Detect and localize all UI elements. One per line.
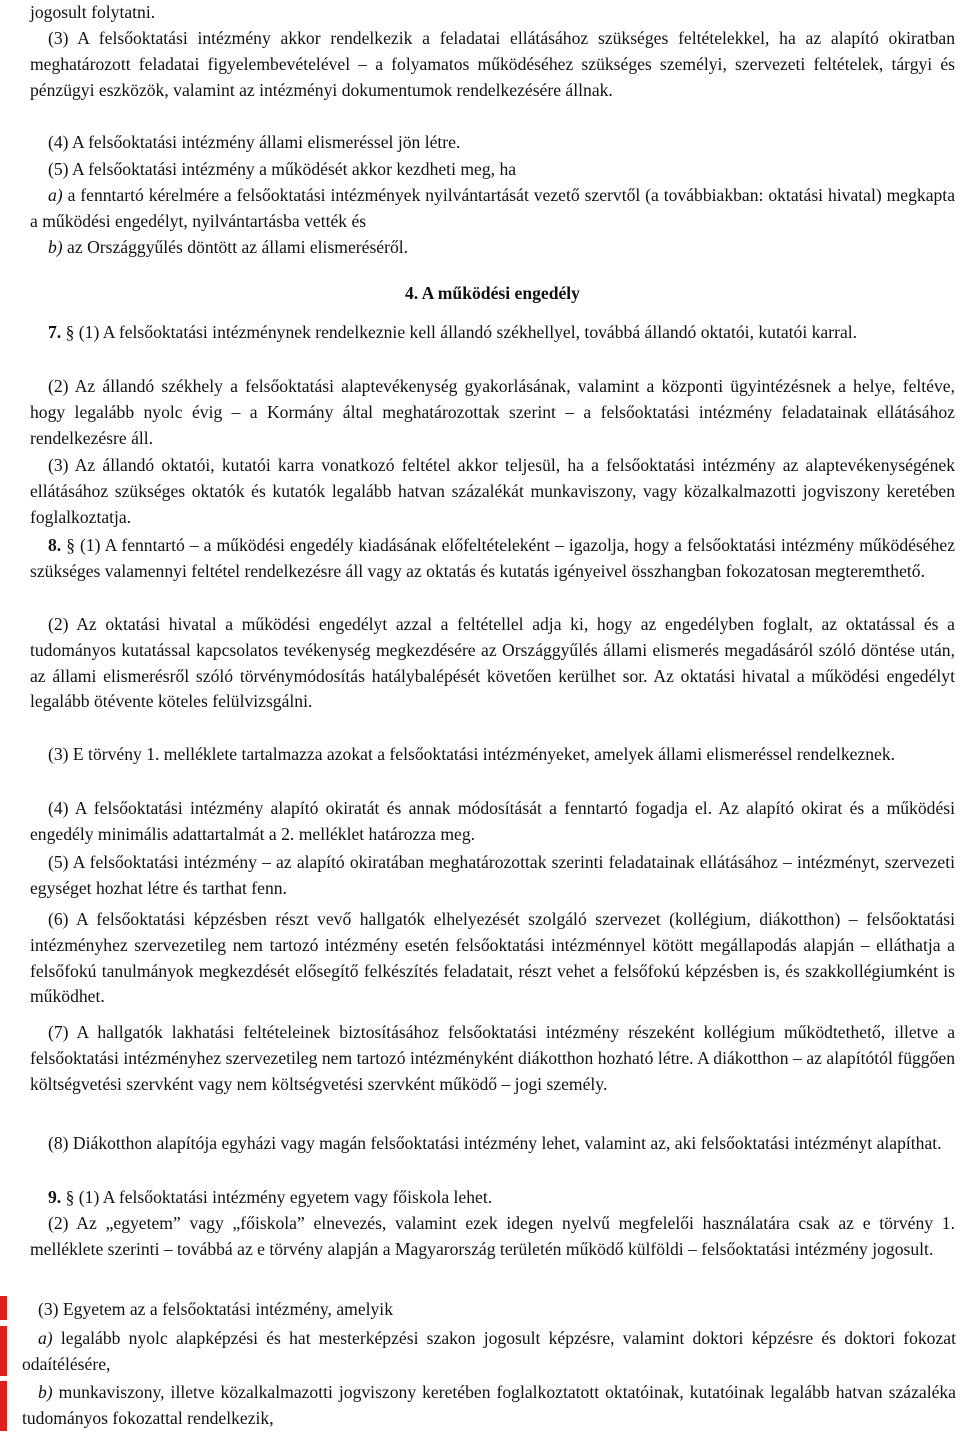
paragraph-continuation: jogosult folytatni. <box>30 2 156 22</box>
paragraph-6-3: (3) A felsőoktatási intézmény akkor rendelkezik a feladatai ellátásához szükséges feltételekkel, ha az alapító okiratban meghatározott feladatai figyelembevételével – a folyamatos működéséhez szükséges személyi, szervezeti feltételek, tárgyi és pénzügyi eszközök, valamint az intézményi dokumentumok rendelkezésére állnak. <box>30 28 955 100</box>
paragraph-8-8: (8) Diákotthon alapítója egyházi vagy magán felsőoktatási intézmény lehet, valamint az, aki felsőoktatási intézményt alapíthat. <box>48 1133 942 1153</box>
section-number-9: 9. <box>48 1187 66 1207</box>
paragraph-7-1: 7. § (1) A felsőoktatási intézménynek rendelkeznie kell állandó székhellyel, továbbá állandó oktatói, kutatói karral. <box>48 322 858 342</box>
paragraph-8-3: (3) E törvény 1. melléklete tartalmazza azokat a felsőoktatási intézményeket, amelyek állami elismeréssel rendelkeznek. <box>48 744 896 764</box>
paragraph-7-2: (2) Az állandó székhely a felsőoktatási alaptevékenység gyakorlásának, valamint a központi ügyintézésnek a helye, feltéve, hogy legalább nyolc évig – a Kormány által meghatározottak szerint – a felsőoktatási intézmény feladatainak ellátásához rendelkezésre áll. <box>30 376 955 448</box>
point-letter-b: b) <box>38 1382 53 1402</box>
paragraph-9-3-b: b) munkaviszony, illetve közalkalmazotti jogviszony keretében foglalkoztatott oktatóinak, kutatóinak legalább hatvan százaléka tudományos fokozattal rendelkezik, <box>22 1382 956 1428</box>
revision-mark <box>0 1326 7 1376</box>
section-number-7: 7. <box>48 322 66 342</box>
section-number-8: 8. <box>48 535 67 555</box>
section-heading: 4. A működési engedély <box>405 283 580 303</box>
paragraph-9-3-a: a) legalább nyolc alapképzési és hat mesterképzési szakon jogosult képzésre, valamint doktori képzésre és doktori fokozat odaítélésére, <box>22 1328 956 1374</box>
point-letter-b: b) <box>48 237 63 257</box>
revision-mark <box>0 1296 7 1320</box>
paragraph-6-5: (5) A felsőoktatási intézmény a működését akkor kezdheti meg, ha <box>48 159 517 179</box>
paragraph-8-5: (5) A felsőoktatási intézmény – az alapító okiratában meghatározottak szerinti feladatainak ellátásához – intézményt, szervezeti egységet hozhat létre és tarthat fenn. <box>30 852 955 898</box>
point-letter-a: a) <box>48 185 63 205</box>
point-letter-a: a) <box>38 1328 53 1348</box>
paragraph-8-4: (4) A felsőoktatási intézmény alapító okiratát és annak módosítását a fenntartó fogadja el. Az alapító okirat és a működési engedély minimális adattartalmát a 2. melléklet határozza meg. <box>30 798 955 844</box>
paragraph-6-4: (4) A felsőoktatási intézmény állami elismeréssel jön létre. <box>48 132 461 152</box>
paragraph-9-1: 9. § (1) A felsőoktatási intézmény egyetem vagy főiskola lehet. <box>48 1187 493 1207</box>
paragraph-6-5-b: b) az Országgyűlés döntött az állami elismeréséről. <box>48 237 409 257</box>
paragraph-9-2: (2) Az „egyetem” vagy „főiskola” elnevezés, valamint ezek idegen nyelvű megfelelői használatára csak az e törvény 1. melléklete szerinti – továbbá az e törvény alapján a Magyarország területén működő külföldi – felsőoktatási intézmény jogosult. <box>30 1213 955 1259</box>
paragraph-9-3: (3) Egyetem az a felsőoktatási intézmény, amelyik <box>38 1299 393 1319</box>
paragraph-7-3: (3) Az állandó oktatói, kutatói karra vonatkozó feltétel akkor teljesül, ha a felsőoktatási intézmény az alaptevékenységének ellátásához szükséges oktatók és kutatók legalább hatvan százalékát munkaviszony, vagy közalkalmazotti jogviszony keretében foglalkoztatja. <box>30 455 955 527</box>
paragraph-8-6: (6) A felsőoktatási képzésben részt vevő hallgatók elhelyezését szolgáló szervezet (kollégium, diákotthon) – felsőoktatási intézményhez szervezetileg nem tartozó intézmény esetén felsőoktatási intézménnyel kötött megállapodás alapján – elláthatja a felsőfokú tanulmányok megkezdését elősegítő felkészítés feladatait, részt vehet a felsőfokú képzésben is, és szakkollégiumként is működhet. <box>30 909 955 1007</box>
paragraph-6-5-a: a) a fenntartó kérelmére a felsőoktatási intézmények nyilvántartását vezető szervtől (a továbbiakban: oktatási hivatal) megkapta a működési engedélyt, nyilvántartásba vették és <box>30 185 955 231</box>
revision-mark <box>0 1381 7 1431</box>
paragraph-8-2: (2) Az oktatási hivatal a működési engedélyt azzal a feltétellel adja ki, hogy az engedélyben foglalt, az oktatással és a tudományos kutatással kapcsolatos tevékenység megkezdésére az Országgyűlés állami elismerés megadásáról szóló döntése után, az állami elismerésről szóló törvénymódosítás hatálybalépését követően kerülhet sor. Az oktatási hivatal a működési engedélyt legalább ötévente köteles felülvizsgálni. <box>30 614 955 712</box>
paragraph-8-1: 8. § (1) A fenntartó – a működési engedély kiadásának előfeltételeként – igazolja, hogy a felsőoktatási intézmény működéséhez szükséges valamennyi feltétel rendelkezésre áll vagy az oktatás és kutatás igényeivel összhangban fokozatosan megteremthető. <box>30 535 955 581</box>
paragraph-8-7: (7) A hallgatók lakhatási feltételeinek biztosításához felsőoktatási intézmény részeként kollégium működtethető, illetve a felsőoktatási intézményhez szervezetileg nem tartozó intézményként diákotthon hozható létre. A diákotthon – az alapítótól függően költségvetési szervként vagy nem költségvetési szervként működő – jogi személy. <box>30 1022 955 1094</box>
